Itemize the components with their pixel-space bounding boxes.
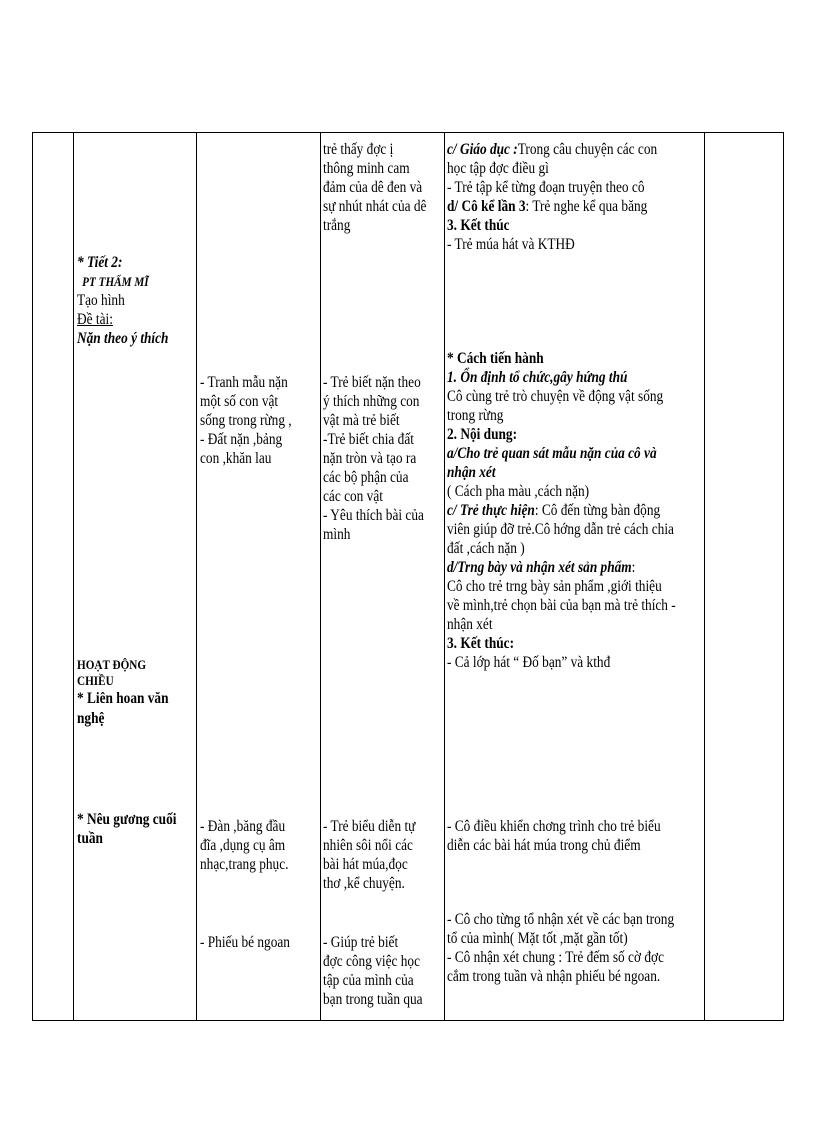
de-tai-label: Đề tài: xyxy=(77,311,113,328)
objective-line: đảm của dê đen và xyxy=(323,179,423,196)
noi-dung: 2. Nội dung: xyxy=(447,426,518,443)
objective-line: thơ ,kể chuyện. xyxy=(323,875,405,892)
bieu-dien-objectives xyxy=(323,817,415,893)
material-line: con ,khăn lau xyxy=(200,450,272,467)
lien-hoan-line2: nghệ xyxy=(77,710,105,727)
objective-line: các bộ phận của xyxy=(323,469,409,486)
ca-lop: - Cả lớp hát “ Đố bạn” và kthđ xyxy=(447,654,611,671)
material-line: nhạc,trang phục. xyxy=(200,856,289,873)
objective-line: trẻ thấy đợc ị xyxy=(323,141,394,158)
objective-line: ý thích những con xyxy=(323,393,420,410)
objective-line: bạn trong tuần qua xyxy=(323,991,423,1008)
objective-line: nhiên sôi nổi các xyxy=(323,837,413,854)
objective-line: - Yêu thích bài của xyxy=(323,507,424,524)
column-divider xyxy=(704,133,705,1020)
column-divider xyxy=(444,133,445,1020)
trung-bay-4: nhận xét xyxy=(447,616,493,633)
pt-tham-mi: PT THẨM MĨ xyxy=(82,274,149,289)
trung-bay-3: về mình,trẻ chọn bài của bạn mà trẻ thích - xyxy=(447,597,676,614)
giao-duc-text: Trong câu chuyện các con xyxy=(517,141,658,158)
tro-chuyen-2: trong rừng xyxy=(447,407,504,424)
ket-thuc-heading-2: 3. Kết thúc: xyxy=(447,635,515,652)
objective-line: các con vật xyxy=(323,488,383,505)
trung-bay: d/Trng bày và nhận xét sản phẩm xyxy=(447,559,632,576)
tap-ke: - Trẻ tập kể từng đoạn truyện theo cô xyxy=(447,179,645,196)
objective-line: thông minh cam xyxy=(323,160,410,177)
objective-line: - Trẻ biết nặn theo xyxy=(323,374,421,391)
thuc-hien-text: : Cô đến từng bàn động xyxy=(534,502,661,519)
trung-bay-colon: : xyxy=(631,559,636,576)
thuc-hien-2: viên giúp đỡ trẻ.Cô hớng dẫn trẻ cách chia xyxy=(447,521,674,538)
material-line: một số con vật xyxy=(200,393,279,410)
procedure-nan xyxy=(447,349,676,672)
quan-sat-1: a/Cho trẻ quan sát mẫu nặn của cô và xyxy=(447,445,657,462)
objective-line: bài hát múa,đọc xyxy=(323,856,408,873)
procedure-top xyxy=(447,140,657,254)
thuc-hien-label: c/ Trẻ thực hiện xyxy=(447,502,535,519)
giup-objectives xyxy=(323,933,423,1009)
objective-line: - Giúp trẻ biết xyxy=(323,934,399,951)
material-line: - Đàn ,băng đầu xyxy=(200,818,286,835)
thuc-hien-3: đất ,cách nặn ) xyxy=(447,540,525,557)
procedure-dieu-khien xyxy=(447,817,661,855)
objective-line: trắng xyxy=(323,217,351,234)
lien-hoan-line1: * Liên hoan văn xyxy=(77,690,169,707)
nan-objectives xyxy=(323,373,424,544)
material-line: đĩa ,dụng cụ âm xyxy=(200,837,286,854)
nhan-xet-to-1: - Cô cho từng tổ nhận xét về các bạn trong xyxy=(447,911,675,928)
nhan-xet-chung-1: - Cô nhận xét chung : Trẻ đếm số cờ đợc xyxy=(447,949,664,966)
neu-guong-line1: * Nêu gương cuối xyxy=(77,811,177,828)
objective-line: nặn tròn và tạo ra xyxy=(323,450,417,467)
nhan-xet-chung-2: cắm trong tuần và nhận phiếu bé ngoan. xyxy=(447,968,661,985)
mua-hat: - Trẻ múa hát và KTHĐ xyxy=(447,236,575,253)
material-line: - Đất nặn ,bảng xyxy=(200,431,283,448)
neu-materials xyxy=(200,817,288,874)
material-line: - Tranh mẫu nặn xyxy=(200,374,288,391)
trung-bay-2: Cô cho trẻ trng bày sản phẩm ,giới thiệu xyxy=(447,578,662,595)
objective-line: vật mà trẻ biết xyxy=(323,412,400,429)
tao-hinh: Tạo hình xyxy=(77,292,125,309)
hoat-dong-chieu-label: HOẠT ĐỘNG xyxy=(77,657,147,672)
material-line: sống trong rừng , xyxy=(200,412,292,429)
objective-line: - Trẻ biểu diễn tự xyxy=(323,818,416,835)
objective-line: đợc công việc học xyxy=(323,953,420,970)
column-divider xyxy=(196,133,197,1020)
giao-duc-label: c/ Giáo dục : xyxy=(447,141,518,158)
quan-sat-2: nhận xét xyxy=(447,464,496,481)
neu-guong-line2: tuần xyxy=(77,830,103,847)
on-dinh: 1. Ổn định tổ chức,gây hứng thú xyxy=(447,369,628,386)
column-divider xyxy=(73,133,74,1020)
nhan-xet-to-2: tổ của mình( Mặt tốt ,mặt gần tốt) xyxy=(447,930,628,947)
giao-duc-cont: học tập đợc điều gì xyxy=(447,160,549,177)
co-ke-text: : Trẻ nghe kể qua băng xyxy=(525,198,648,215)
procedure-nhan-xet xyxy=(447,910,674,986)
top-objectives xyxy=(323,140,426,235)
dieu-khien-1: - Cô điều khiển chơng trình cho trẻ biểu xyxy=(447,818,661,835)
objective-line: sự nhút nhát của dê xyxy=(323,198,427,215)
ket-thuc-heading: 3. Kết thúc xyxy=(447,217,510,234)
cach-pha: ( Cách pha màu ,cách nặn) xyxy=(447,483,590,500)
tiet2-title: * Tiết 2: xyxy=(77,254,123,271)
neu-guong xyxy=(77,810,176,848)
objective-line: tập của mình của xyxy=(323,972,414,989)
phieu-material xyxy=(200,933,290,952)
cach-tien-hanh: * Cách tiến hành xyxy=(447,350,544,367)
hoat-dong-chieu xyxy=(77,657,168,729)
tro-chuyen-1: Cô cùng trẻ trò chuyện về động vật sống xyxy=(447,388,664,405)
objective-line: -Trẻ biết chia đất xyxy=(323,431,414,448)
objective-line: mình xyxy=(323,526,351,543)
chieu-label: CHIỀU xyxy=(77,673,114,688)
co-ke-label: d/ Cô kể lần 3 xyxy=(447,198,526,215)
dieu-khien-2: diễn các bài hát múa trong chủ điểm xyxy=(447,837,641,854)
tiet2-activity xyxy=(77,253,168,348)
column-divider xyxy=(320,133,321,1020)
material-line: - Phiếu bé ngoan xyxy=(200,934,290,951)
de-tai-value: Nặn theo ý thích xyxy=(77,330,169,347)
nan-materials xyxy=(200,373,292,468)
